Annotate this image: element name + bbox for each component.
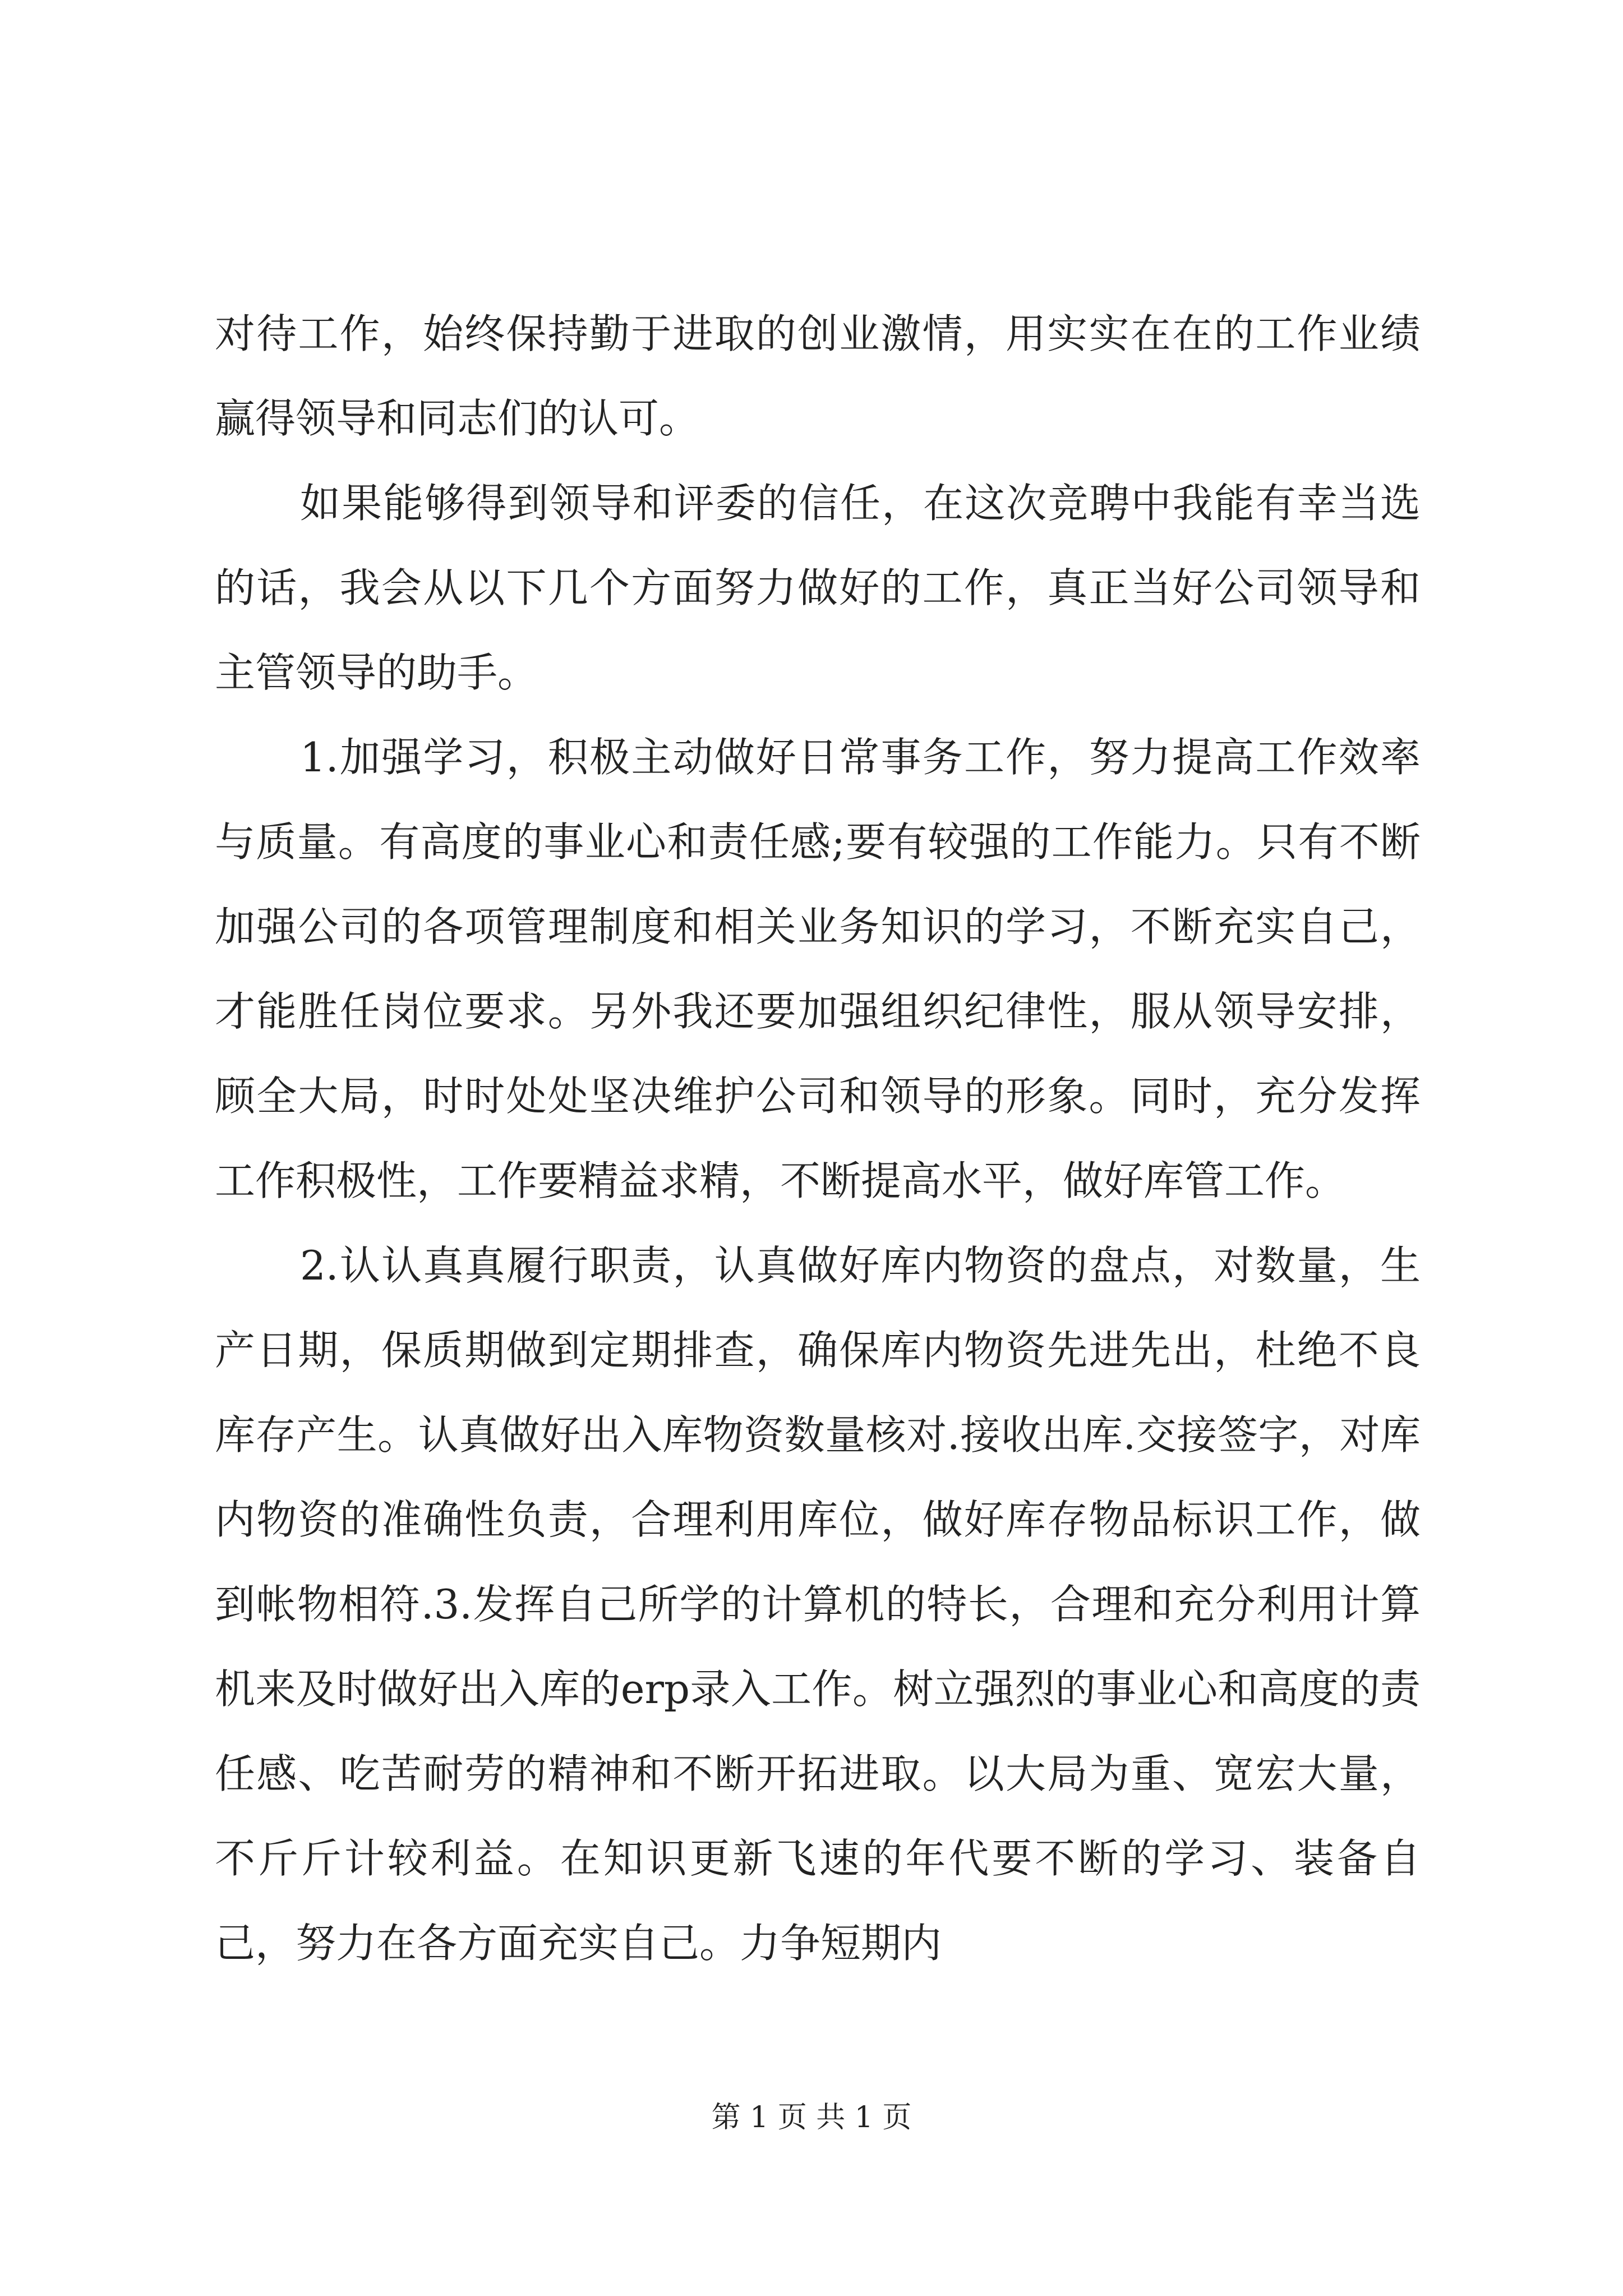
page-footer (0, 2098, 1623, 2137)
paragraph-2: 如果能够得到领导和评委的信任，在这次竞聘中我能有幸当选的话，我会从以下几个方面努力做好的工作，真正当好公司领导和主管领导的助手。 (215, 480, 1421, 696)
page-number-label: 第 1 页 共 1 页 (711, 2101, 912, 2134)
paragraph-1: 对待工作，始终保持勤于进取的创业激情，用实实在在的工作业绩赢得领导和同志们的认可。 (215, 310, 1421, 442)
paragraph-3: 1.加强学习，积极主动做好日常事务工作，努力提高工作效率与质量。有高度的事业心和责任感;要有较强的工作能力。只有不断加强公司的各项管理制度和相关业务知识的学习，不断充实自己，才能胜任岗位要求。另外我还要加强组织纪律性，服从领导安排，顾全大局，时时处处坚决维护公司和领导的形象。同时，充分发挥工作积极性，工作要精益求精，不断提高水平，做好库管工作。 (215, 734, 1421, 1204)
document-body (215, 292, 1421, 1986)
paragraph-4: 2.认认真真履行职责，认真做好库内物资的盘点，对数量，生产日期，保质期做到定期排查，确保库内物资先进先出，杜绝不良库存产生。认真做好出入库物资数量核对.接收出库.交接签字，对库内物资的准确性负责，合理利用库位，做好库存物品标识工作，做到帐物相符.3.发挥自己所学的计算机的特长，合理和充分利用计算机来及时做好出入库的erp录入工作。树立强烈的事业心和高度的责任感、吃苦耐劳的精神和不断开拓进取。以大局为重、宽宏大量，不斤斤计较利益。在知识更新飞速的年代要不断的学习、装备自己，努力在各方面充实自己。力争短期内 (215, 1242, 1421, 1967)
